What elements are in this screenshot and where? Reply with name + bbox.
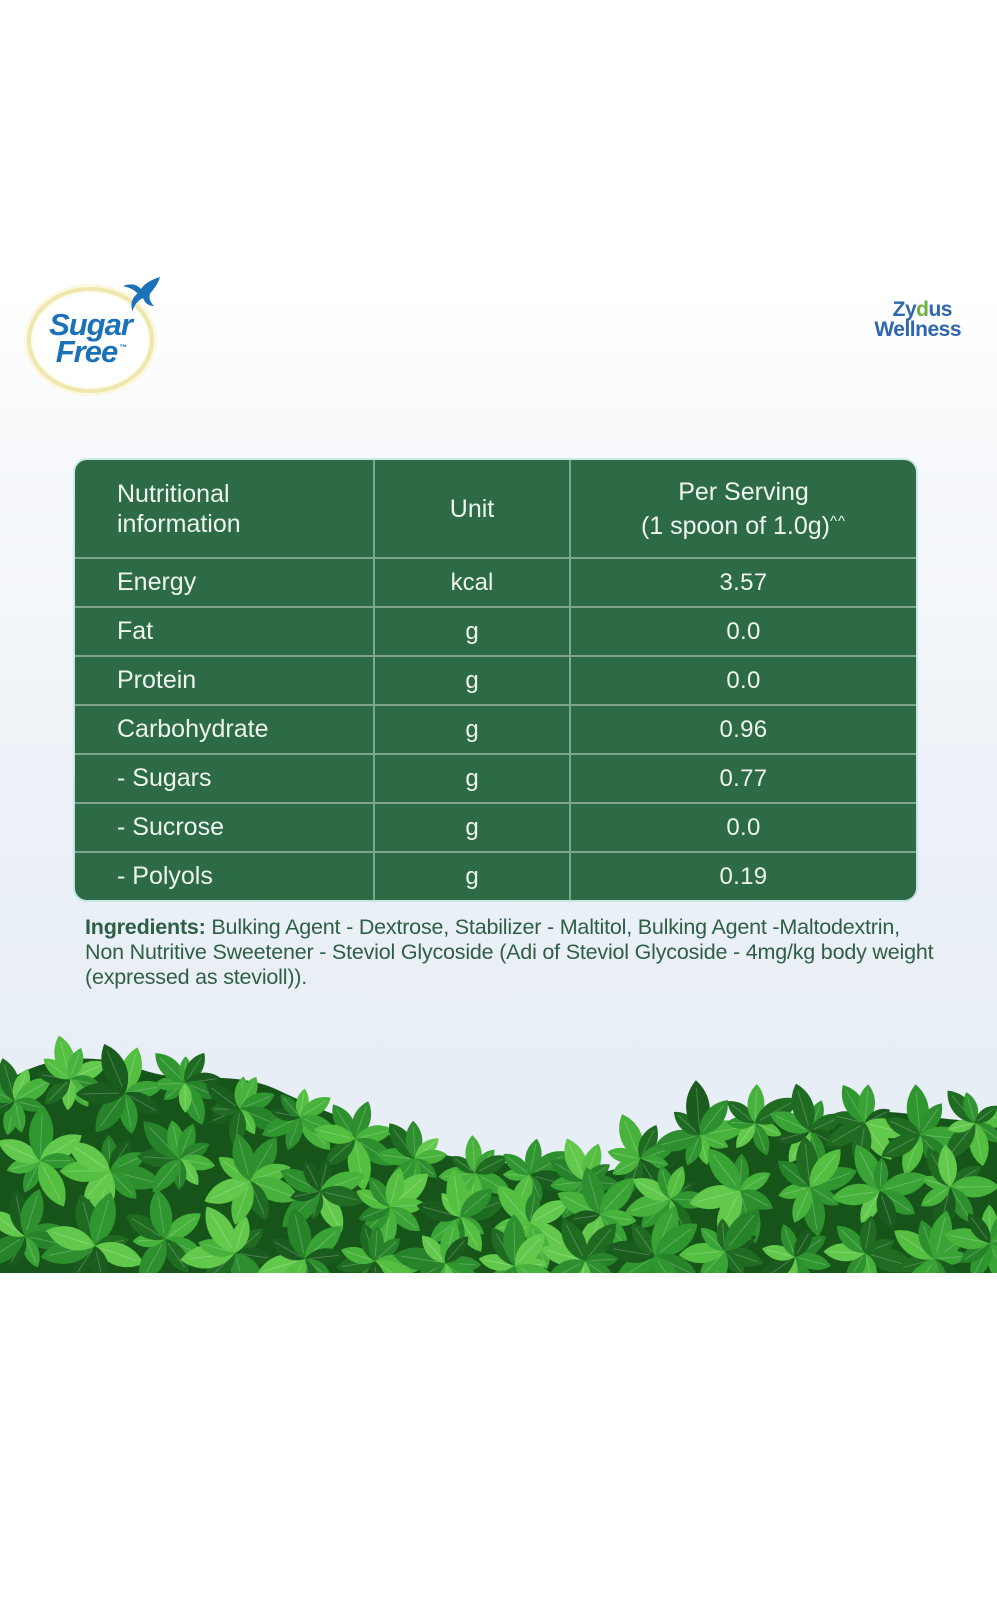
sugar-free-logo — [27, 287, 154, 393]
cell-unit: g — [375, 706, 571, 753]
per-serving-footnote-marks: ^^ — [829, 512, 847, 530]
wellness-wordmark: Wellness — [874, 318, 961, 341]
cell-value: 0.0 — [726, 617, 761, 645]
zydus-wordmark — [874, 300, 952, 320]
zydus-part-zy: Zy — [892, 298, 917, 321]
zydus-wellness-logo — [874, 300, 961, 340]
cell-name: - Sugars — [75, 755, 375, 802]
ingredients-line-1: Bulking Agent - Dextrose, Stabilizer - Maltitol, Bulking Agent -Maltodextrin, — [211, 915, 900, 939]
cell-name: Carbohydrate — [75, 706, 375, 753]
cell-unit: g — [375, 853, 571, 900]
sugar-free-word1: Sugar — [49, 307, 132, 342]
cell-name: Energy — [75, 559, 375, 606]
table-row — [75, 655, 916, 704]
sugar-free-word2: Free — [55, 334, 118, 369]
cell-value: 0.0 — [726, 666, 761, 694]
header-per-serving-text — [641, 477, 846, 541]
zydus-part-us: us — [928, 298, 952, 321]
ingredients-line-2: Non Nutritive Sweetener - Steviol Glycoside (Adi of Steviol Glycoside - 4mg/kg body weight — [85, 940, 934, 964]
cell-value: 0.96 — [719, 715, 768, 743]
header-per-serving — [571, 460, 916, 557]
cell-name: - Polyols — [75, 853, 375, 900]
stevia-leaves-image — [0, 1031, 997, 1273]
cell-unit: g — [375, 608, 571, 655]
header-nutritional-information: Nutritional information — [75, 460, 375, 557]
cell-value: 0.19 — [719, 862, 768, 890]
header-unit: Unit — [375, 460, 571, 557]
cell-value: 0.0 — [726, 813, 761, 841]
cell-value: 3.57 — [719, 568, 768, 596]
cell-name: Fat — [75, 608, 375, 655]
cell-name: - Sucrose — [75, 804, 375, 851]
cell-unit: kcal — [375, 559, 571, 606]
table-row — [75, 851, 916, 900]
ingredients-line-3: (expressed as stevioll)). — [85, 965, 308, 989]
nutrition-table — [75, 460, 916, 900]
table-row — [75, 802, 916, 851]
table-header-row — [75, 460, 916, 557]
hummingbird-icon — [114, 275, 162, 317]
cell-unit: g — [375, 657, 571, 704]
sugar-free-word2-line — [55, 334, 128, 374]
ingredients-label: Ingredients: — [85, 915, 206, 939]
cell-value: 0.77 — [719, 764, 768, 792]
per-serving-line2: (1 spoon of 1.0g) — [640, 511, 830, 540]
table-row — [75, 606, 916, 655]
zydus-part-d: d — [916, 298, 929, 321]
table-row — [75, 557, 916, 606]
per-serving-line1: Per Serving — [678, 477, 809, 506]
table-row — [75, 704, 916, 753]
cell-name: Protein — [75, 657, 375, 704]
cell-unit: g — [375, 804, 571, 851]
ingredients-text — [85, 915, 965, 990]
nutrition-table-body — [75, 557, 916, 900]
cell-unit: g — [375, 755, 571, 802]
trademark-symbol: ™ — [119, 343, 128, 352]
table-row — [75, 753, 916, 802]
